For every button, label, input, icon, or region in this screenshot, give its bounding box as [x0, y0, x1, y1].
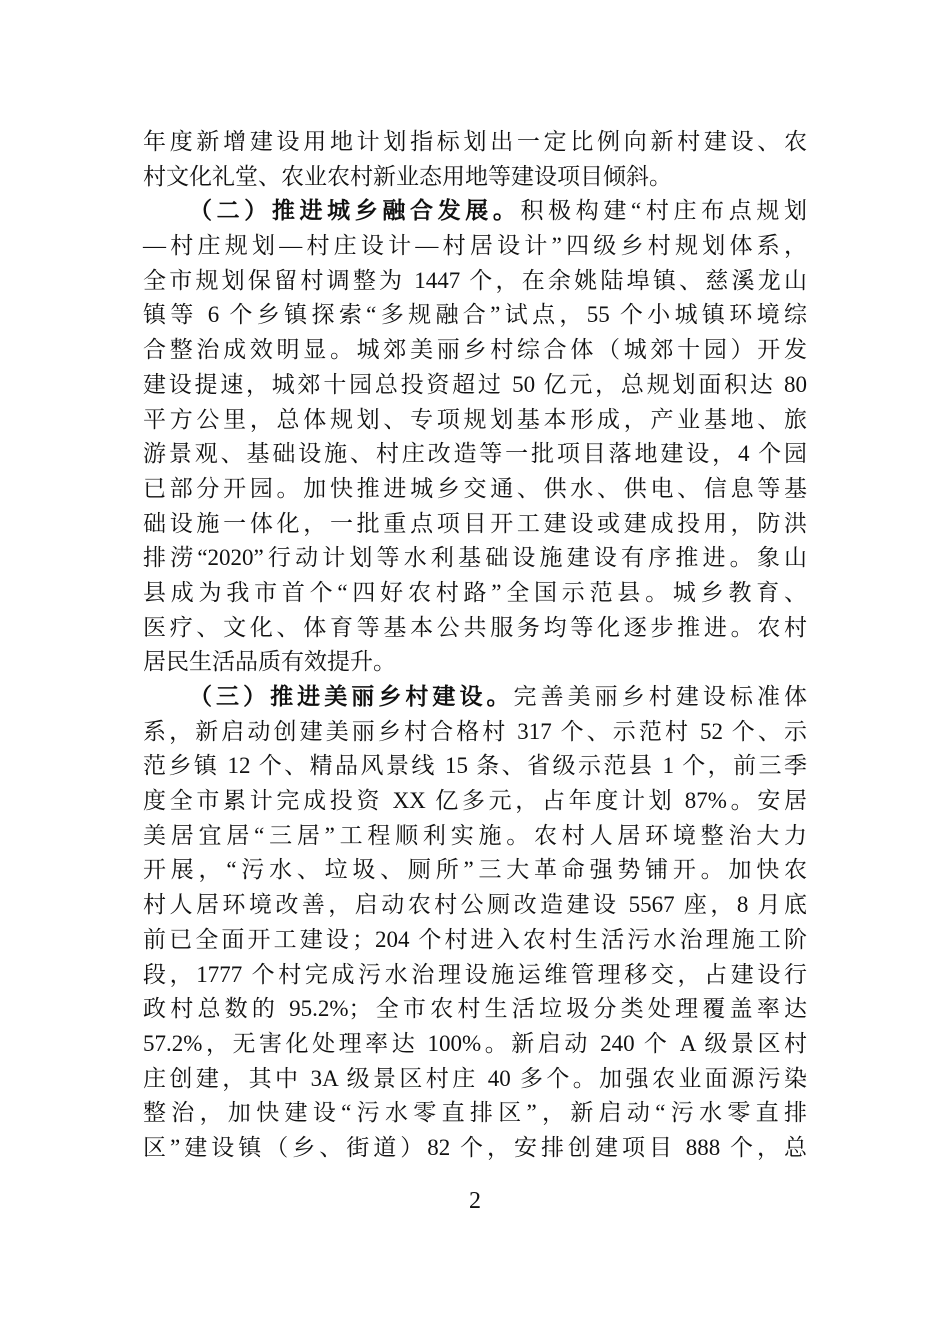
text-line	[143, 611, 807, 646]
text-line	[143, 749, 807, 784]
line-text: 村人居环境改善，启动农村公厕改造建设 5567 座，8 月底	[143, 892, 807, 918]
line-text: 完善美丽乡村建设标准体	[513, 684, 808, 709]
line-text: 积极构建“村庄布点规划	[520, 198, 808, 224]
line-text: 游景观、基础设施、村庄改造等一批项目落地建设，4 个园	[143, 441, 807, 467]
text-line	[143, 645, 807, 680]
line-text: 础设施一体化，一批重点项目开工建设或建成投用，防洪	[143, 510, 807, 536]
text-line	[143, 1096, 807, 1131]
text-line	[143, 403, 807, 438]
line-text: 居民生活品质有效提升。	[143, 649, 396, 675]
text-line	[143, 229, 807, 264]
line-text: 区”建设镇（乡、街道）82 个，安排创建项目 888 个，总	[143, 1134, 807, 1160]
line-text: 开展，“污水、垃圾、厕所”三大革命强势铺开。加快农	[143, 857, 807, 883]
line-text: 整治，加快建设“污水零直排区”，新启动“污水零直排	[143, 1100, 807, 1126]
text-line	[143, 333, 807, 368]
line-text: 排涝“2020”行动计划等水利基础设施建设有序推进。象山	[143, 545, 807, 571]
line-text: 平方公里，总体规划、专项规划基本形成，产业基地、旅	[143, 406, 807, 432]
text-line	[143, 1062, 807, 1097]
line-text: 合整治成效明显。城郊美丽乡村综合体（城郊十园）开发	[143, 337, 807, 363]
text-line	[143, 576, 807, 611]
line-text: 范乡镇 12 个、精品风景线 15 条、省级示范县 1 个，前三季	[143, 753, 807, 779]
line-text: 庄创建，其中 3A 级景区村庄 40 多个。加强农业面源污染	[143, 1065, 807, 1091]
text-line	[143, 1131, 807, 1166]
section-heading: （二）推进城乡融合发展。	[189, 198, 521, 224]
text-line	[143, 680, 807, 715]
text-line	[143, 784, 807, 819]
section-heading: （三）推进美丽乡村建设。	[189, 684, 514, 709]
line-text: 前已全面开工建设；204 个村进入农村生活污水治理施工阶	[143, 926, 807, 952]
line-text: 村文化礼堂、农业农村新业态用地等建设项目倾斜。	[143, 163, 672, 189]
text-line	[143, 853, 807, 888]
line-text: 全市规划保留村调整为 1447 个，在余姚陆埠镇、慈溪龙山	[143, 267, 807, 293]
text-line	[143, 958, 807, 993]
line-text: 段，1777 个村完成污水治理设施运维管理移交，占建设行	[143, 961, 807, 987]
line-text: 年度新增建设用地计划指标划出一定比例向新村建设、农	[143, 129, 807, 154]
line-text: 美居宜居“三居”工程顺利实施。农村人居环境整治大力	[143, 822, 807, 848]
text-line	[143, 125, 807, 160]
line-text: 政村总数的 95.2%；全市农村生活垃圾分类处理覆盖率达	[143, 996, 807, 1022]
line-text: 建设提速，城郊十园总投资超过 50 亿元，总规划面积达 80	[143, 371, 807, 397]
line-text: 度全市累计完成投资 XX 亿多元，占年度计划 87%。安居	[143, 788, 807, 814]
page-number: 2	[469, 1188, 481, 1214]
text-line	[143, 194, 807, 229]
text-line	[143, 923, 807, 958]
text-line	[143, 368, 807, 403]
text-line	[143, 160, 807, 195]
text-line	[143, 541, 807, 576]
text-line	[143, 715, 807, 750]
text-line	[143, 888, 807, 923]
line-text: —村庄规划—村庄设计—村居设计”四级乡村规划体系，	[143, 233, 807, 259]
document-body	[143, 125, 807, 1166]
text-line	[143, 264, 807, 299]
text-line	[143, 1027, 807, 1062]
line-text: 医疗、文化、体育等基本公共服务均等化逐步推进。农村	[143, 614, 807, 640]
line-text: 57.2%，无害化处理率达 100%。新启动 240 个 A 级景区村	[143, 1030, 807, 1056]
line-text: 系，新启动创建美丽乡村合格村 317 个、示范村 52 个、示	[143, 718, 807, 744]
line-text: 镇等 6 个乡镇探索“多规融合”试点，55 个小城镇环境综	[143, 302, 807, 328]
text-line	[143, 819, 807, 854]
text-line	[143, 437, 807, 472]
text-line	[143, 992, 807, 1027]
text-line	[143, 472, 807, 507]
line-text: 县成为我市首个“四好农村路”全国示范县。城乡教育、	[143, 579, 807, 605]
line-text: 已部分开园。加快推进城乡交通、供水、供电、信息等基	[143, 475, 807, 501]
text-line	[143, 298, 807, 333]
text-line	[143, 507, 807, 542]
